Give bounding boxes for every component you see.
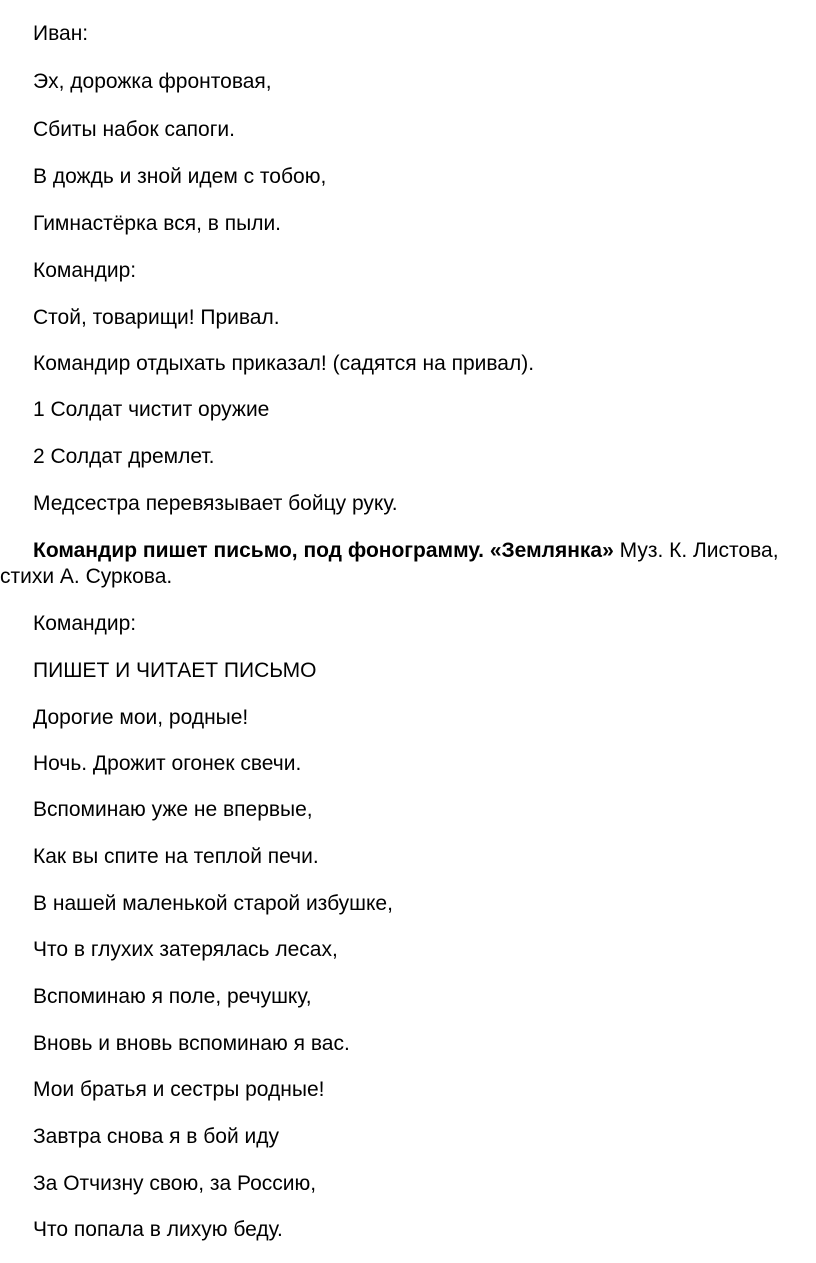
text-line: Вновь и вновь вспоминаю я вас. <box>33 1032 350 1055</box>
text-line: Медсестра перевязывает бойцу руку. <box>33 492 398 515</box>
text-line: Дорогие мои, родные! <box>33 706 249 729</box>
text-line: Как вы спите на теплой печи. <box>33 845 319 868</box>
song-note-credits: Муз. К. Листова, стихи А. Суркова. <box>0 539 779 588</box>
text-line: Ночь. Дрожит огонек свечи. <box>33 752 302 775</box>
text-line: Командир: <box>33 259 137 282</box>
text-line: Вспоминаю я поле, речушку, <box>33 985 312 1008</box>
text-line: 1 Солдат чистит оружие <box>33 398 270 421</box>
text-line: Эх, дорожка фронтовая, <box>33 70 272 93</box>
text-line: Командир: <box>33 612 137 635</box>
song-note-bold: Командир пишет письмо, под фонограмму. «Землянка» <box>33 539 614 562</box>
text-line: В нашей маленькой старой избушке, <box>33 892 393 915</box>
text-line: Гимнастёрка вся, в пыли. <box>33 212 282 235</box>
text-line: ПИШЕТ И ЧИТАЕТ ПИСЬМО <box>33 659 317 682</box>
text-line: Командир отдыхать приказал! (садятся на привал). <box>33 352 535 375</box>
text-line: Сбиты набок сапоги. <box>33 118 235 141</box>
text-line: Что попала в лихую беду. <box>33 1218 283 1241</box>
text-line: 2 Солдат дремлет. <box>33 445 215 468</box>
text-line: Мои братья и сестры родные! <box>33 1078 325 1101</box>
text-line: Что в глухих затерялась лесах, <box>33 938 338 961</box>
song-note-paragraph <box>0 538 790 590</box>
text-line: Иван: <box>33 22 89 45</box>
text-line: В дождь и зной идем с тобою, <box>33 165 327 188</box>
text-line: За Отчизну свою, за Россию, <box>33 1172 317 1195</box>
text-line: Стой, товарищи! Привал. <box>33 306 280 329</box>
text-line: Вспоминаю уже не впервые, <box>33 798 313 821</box>
text-line: Завтра снова я в бой иду <box>33 1125 280 1148</box>
